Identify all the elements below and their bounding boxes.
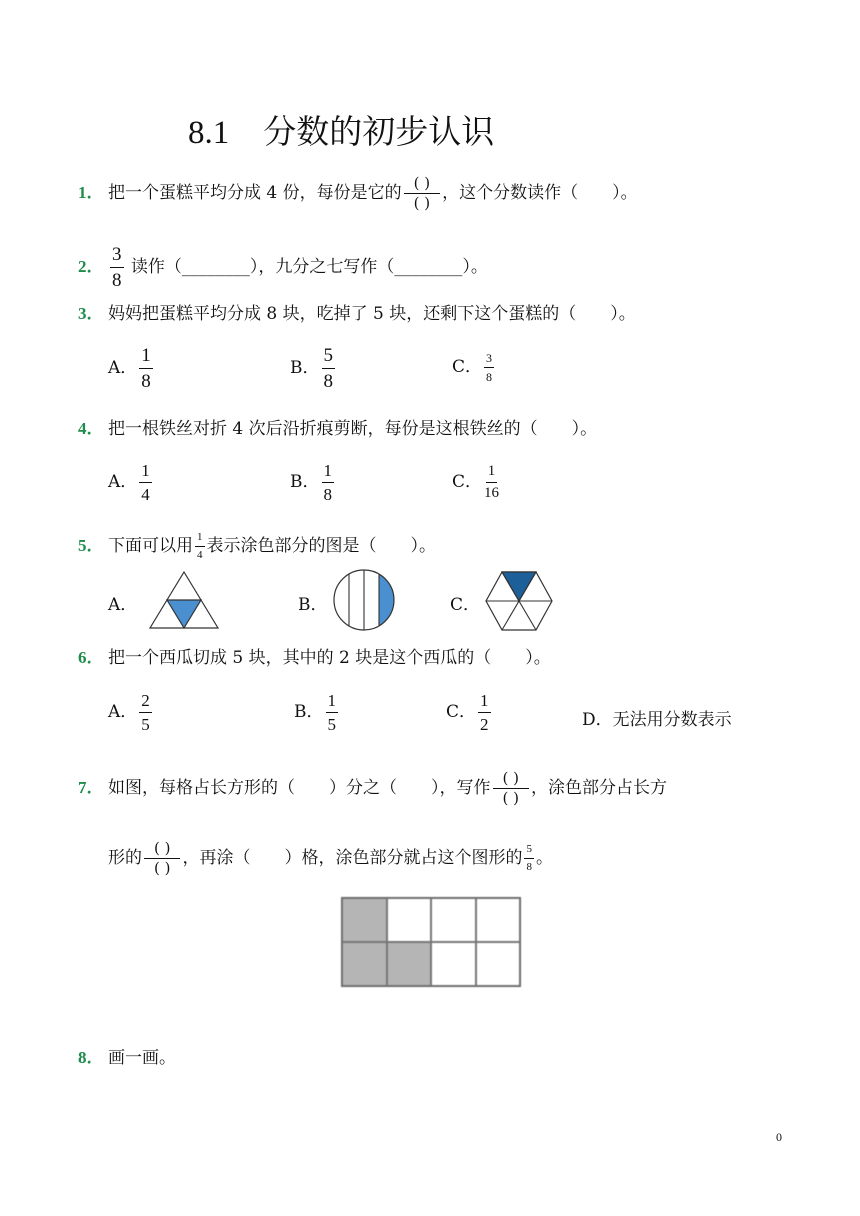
question-7	[78, 771, 667, 806]
question-text: 表示涂色部分的图是（ ）。	[206, 536, 436, 556]
option-a-label: A．	[108, 595, 138, 615]
fraction: $\frac{1}{8}$	[141, 345, 151, 392]
page-title	[188, 106, 494, 153]
option-c: C． $\frac{3}{8}$	[452, 351, 493, 384]
fraction: $\frac{5}{8}$	[526, 843, 532, 873]
fraction: $\frac{1}{8}$	[323, 461, 332, 504]
option-a: A． $\frac{1}{4}$	[108, 461, 150, 504]
question-text: 如图，每格占长方形的（ ）分之（ ），写作	[108, 778, 491, 798]
question-number: 1．	[78, 183, 104, 202]
fraction: $\frac{1}{5}$	[327, 691, 336, 734]
option-c: C． $\frac{1}{2}$	[446, 691, 489, 734]
option-a: A． $\frac{1}{8}$	[108, 345, 151, 392]
title-number: 8.1	[188, 115, 230, 151]
question-2	[78, 245, 488, 290]
fraction: $\frac{5}{8}$	[323, 345, 333, 392]
fraction-blank: ( ) ( )	[144, 841, 180, 876]
fraction-blank: ( ) ( )	[404, 176, 440, 211]
option-c: C． $\frac{1}{16}$	[452, 463, 500, 501]
grid-cell	[476, 898, 521, 942]
question-text: 把一个蛋糕平均分成 4 份，每份是它的	[108, 183, 402, 203]
option-a: A． $\frac{2}{5}$	[108, 691, 150, 734]
circle-figure	[332, 568, 396, 632]
fraction: $\frac{3}{8}$	[486, 351, 493, 384]
option-c-label: C．	[450, 595, 481, 615]
question-number: 2．	[78, 257, 104, 276]
question-text: ，这个分数读作（ ）。	[442, 183, 638, 203]
question-number: 8．	[78, 1048, 104, 1067]
question-3	[78, 302, 636, 326]
option-b: B． $\frac{5}{8}$	[290, 345, 333, 392]
page-number: 0	[776, 1130, 782, 1144]
question-text: 读作（________），九分之七写作（________）。	[130, 257, 488, 277]
question-text: 下面可以用	[108, 536, 193, 556]
option-b: B． $\frac{1}{5}$	[294, 691, 336, 734]
fraction-blank: ( ) ( )	[493, 771, 529, 806]
grid-cell-shaded	[387, 942, 432, 986]
question-8	[78, 1046, 176, 1070]
fraction: $\frac{3}{8}$	[112, 244, 122, 291]
grid-cell-shaded	[342, 942, 387, 986]
question-7-continued: 形的 ( ) ( ) ，再涂（ ）格，涂色部分就占这个图形的 $\frac{5}{8}$ 。	[108, 839, 553, 877]
grid-cell	[387, 898, 432, 942]
question-6	[78, 646, 551, 670]
question-number: 6．	[78, 648, 104, 667]
question-4	[78, 417, 597, 441]
fraction: $\frac{1}{4}$	[197, 531, 203, 561]
question-text: ，涂色部分占长方	[530, 778, 667, 798]
fraction: $\frac{2}{5}$	[141, 691, 150, 734]
option-b-label: B．	[298, 595, 328, 615]
question-1	[78, 176, 638, 211]
question-text: 妈妈把蛋糕平均分成 8 块，吃掉了 5 块，还剩下这个蛋糕的（ ）。	[108, 304, 636, 324]
triangle-figure	[148, 570, 220, 630]
option-d: D．无法用分数表示	[582, 710, 732, 730]
rectangle-grid	[341, 897, 521, 987]
question-5	[78, 532, 436, 561]
question-number: 4．	[78, 419, 104, 438]
question-number: 7．	[78, 778, 104, 797]
fraction: $\frac{1}{16}$	[484, 463, 500, 501]
question-text: 把一根铁丝对折 4 次后沿折痕剪断，每份是这根铁丝的（ ）。	[108, 419, 598, 439]
grid-cell	[476, 942, 521, 986]
grid-cell	[431, 898, 476, 942]
grid-cell	[431, 942, 476, 986]
fraction: $\frac{1}{2}$	[480, 691, 489, 734]
option-b: B． $\frac{1}{8}$	[290, 461, 332, 504]
grid-cell-shaded	[342, 898, 387, 942]
question-text: 把一个西瓜切成 5 块，其中的 2 块是这个西瓜的（ ）。	[108, 648, 551, 668]
question-number: 5．	[78, 536, 104, 555]
fraction: $\frac{1}{4}$	[141, 461, 150, 504]
hexagon-figure	[484, 570, 554, 632]
question-number: 3．	[78, 304, 104, 323]
question-text: 画一画。	[108, 1048, 176, 1068]
title-text: 分数的初步认识	[263, 112, 495, 151]
